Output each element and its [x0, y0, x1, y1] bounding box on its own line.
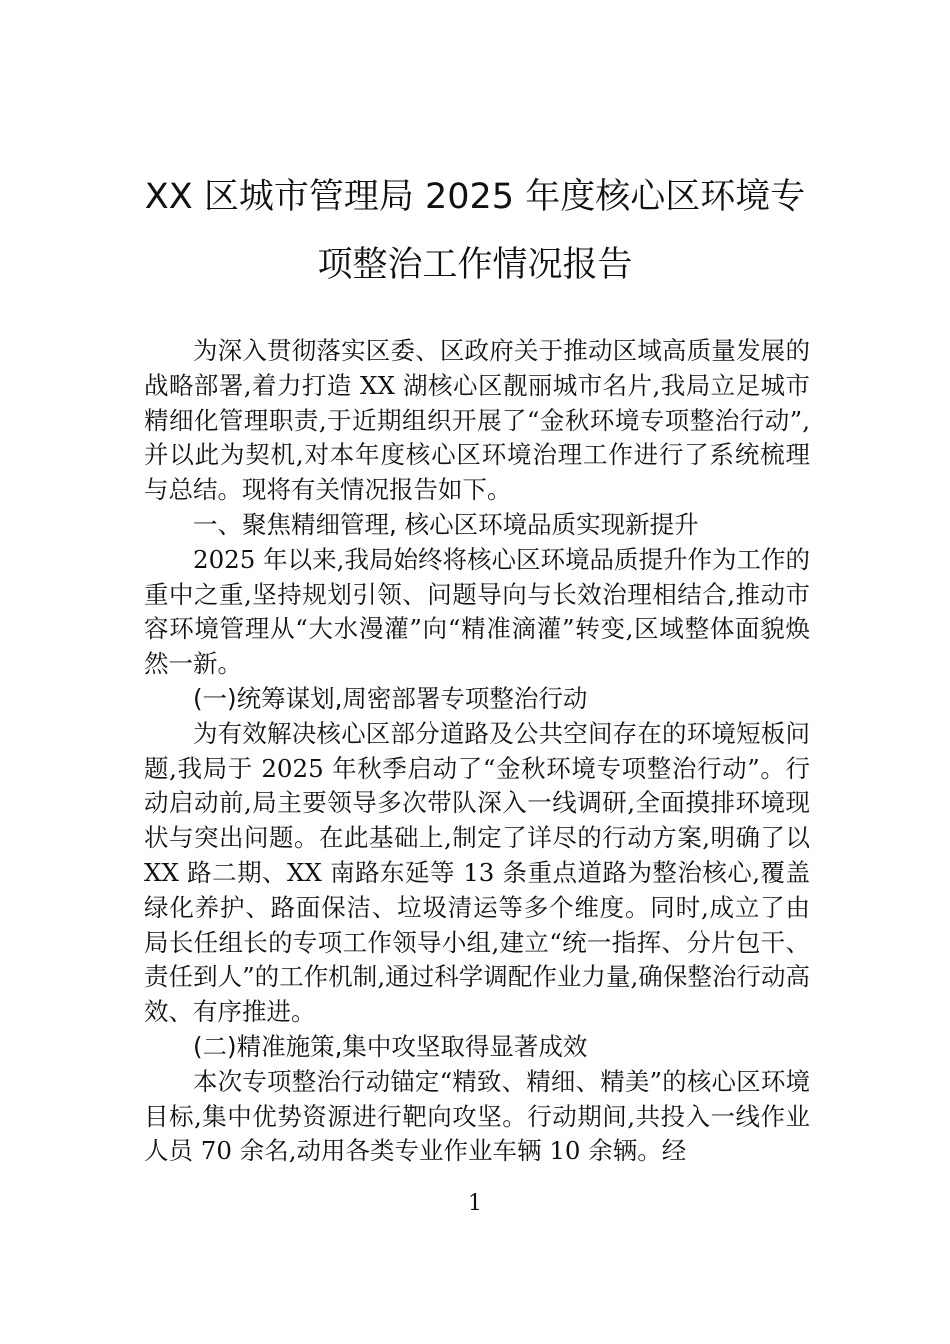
subsection-2-paragraph: 本次专项整治行动锚定“精致、精细、精美”的核心区环境目标,集中优势资源进行靶向攻坚。行动期间,共投入一线作业人员 70 余名,动用各类专业作业车辆 10 余辆。经: [144, 1066, 810, 1166]
section-heading-1: 一、聚焦精细管理, 核心区环境品质实现新提升: [193, 509, 699, 539]
section-1-paragraph: 2025 年以来,我局始终将核心区环境品质提升作为工作的重中之重,坚持规划引领、问题导向与长效治理相结合,推动市容环境管理从“大水漫灌”向“精准滴灌”转变,区域整体面貌焕然一新。: [144, 544, 810, 679]
subsection-1-paragraph: 为有效解决核心区部分道路及公共空间存在的环境短板问题,我局于 2025 年秋季启动了“金秋环境专项整治行动”。行动启动前,局主要领导多次带队深入一线调研,全面摸排环境现状与突出问题。在此基础上,制定了详尽的行动方案,明确了以 XX 路二期、XX 南路东延等 13 条重点道路为整治核心,覆盖绿化养护、路面保洁、垃圾清运等多个维度。同时,成立了由局长任组长的专项工作领导小组,建立“统一指挥、分片包干、责任到人”的工作机制,通过科学调配作业力量,确保整治行动高效、有序推进。: [144, 718, 810, 1027]
document-title-line-2: 项整治工作情况报告: [317, 245, 633, 285]
document-title-line-1: XX 区城市管理局 2025 年度核心区环境专: [144, 177, 806, 217]
intro-paragraph: 为深入贯彻落实区委、区政府关于推动区域高质量发展的战略部署,着力打造 XX 湖核心区靓丽城市名片,我局立足城市精细化管理职责,于近期组织开展了“金秋环境专项整治行动”,并以此为契机,对本年度核心区环境治理工作进行了系统梳理与总结。现将有关情况报告如下。: [144, 336, 810, 505]
document-body: [144, 334, 810, 1169]
subsection-heading-2: (二)精准施策,集中攻坚取得显著成效: [193, 1031, 588, 1061]
page-number: 1: [468, 1191, 482, 1216]
subsection-heading-1: (一)统筹谋划,周密部署专项整治行动: [193, 683, 588, 713]
